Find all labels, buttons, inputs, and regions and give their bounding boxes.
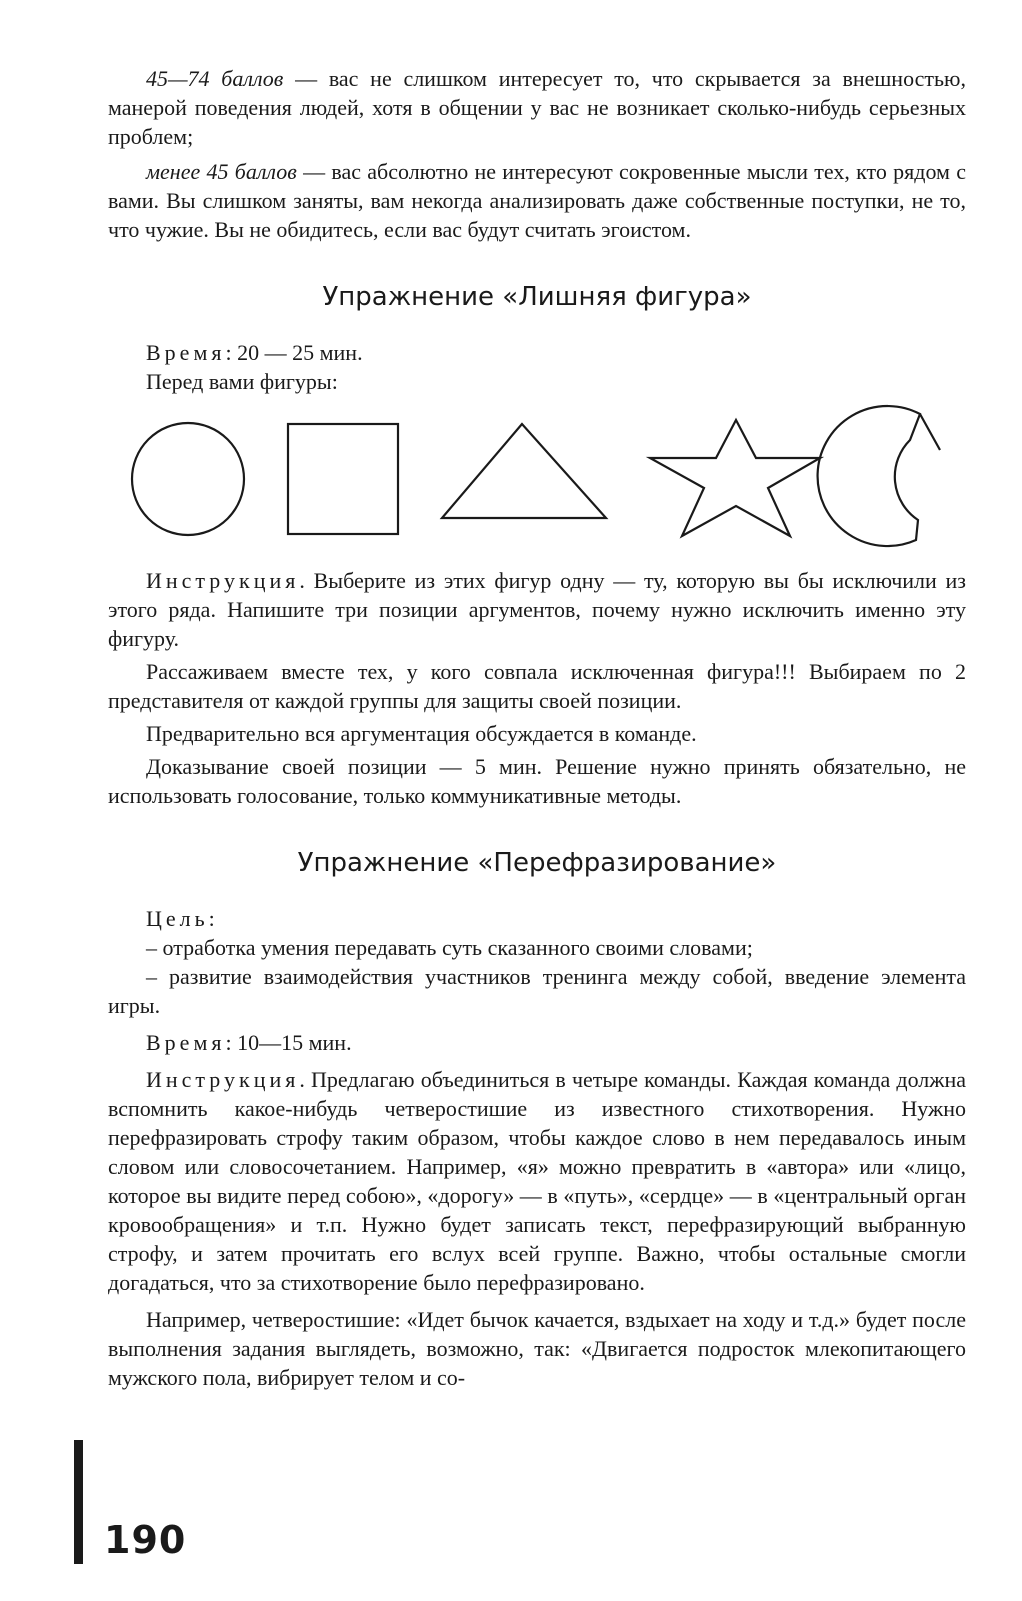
page-number: 190 [104,1518,187,1562]
score-paragraph-45-74 [108,64,966,151]
instruction-text: . Выберите из этих фигур одну — ту, которую вы бы исключили из этого ряда. Напишите три позиции аргументов, почему нужно исключить именно эту фигуру. [108,568,966,651]
instruction-label: Инструкция [146,1067,300,1092]
example-paragraph: Например, четверостишие: «Идет бычок качается, вздыхает на ходу и т.д.» будет после выполнения задания выглядеть, возможно, так: «Двигается подросток млекопитающего мужского пола, вибрирует телом и со- [108,1307,966,1390]
footer-bar [74,1440,83,1564]
time-value: : 10—15 мин. [225,1030,352,1055]
score-description: — вас абсолютно не интересуют сокровенные мысли тех, кто рядом с вами. Вы слишком заняты, вам некогда анализировать даже собственные поступки, не то, что чужие. Вы не обидитесь, если вас будут считать эгоистом. [108,159,966,242]
instruction-text: . Предлагаю объединиться в четыре команды. Каждая команда должна вспомнить какое-нибудь четверостишие из известного стихотворения. Нужно перефразировать строфу таким образом, чтобы каждое слово в нем передавалось иным словом или словосочетанием. Например, «я» можно превратить в «автора» или «лицо, которое вы видите перед собою», «дорогу» — в «путь», «сердце» — в «центральный орган кровообращения» и т.п. Нужно будет записать текст, перефразирующий выбранную строфу, и затем прочитать его вслух всей группе. Важно, чтобы остальные смогли догадаться, что за стихотворение было перефразировано. [108,1067,966,1295]
goal-item: – развитие взаимодействия участников тренинга между собой, введение элемента игры. [108,964,966,1018]
circle-icon [132,423,244,535]
score-paragraph-below-45 [108,157,966,244]
crescent-icon [818,406,940,546]
star-icon [650,420,820,536]
instruction-paragraph [108,566,966,653]
figures-intro: Перед вами фигуры: [146,369,338,394]
score-range-label: 45—74 баллов [146,66,284,91]
figures-row [108,404,966,554]
square-icon [288,424,398,534]
exercise-title-odd-figure: Упражнение «Лишняя фигура» [322,282,752,312]
time-value: : 20 — 25 мин. [225,340,363,365]
score-range-label: менее 45 баллов [146,159,297,184]
goal-colon: : [208,906,215,931]
triangle-icon [442,424,606,518]
goal-line [108,904,966,933]
discussion-paragraph: Предварительно вся аргументация обсуждается в команде. [146,721,697,746]
goal-item: – отработка умения передавать суть сказанного своими словами; [146,935,753,960]
instruction-label: Инструкция [146,568,300,593]
instruction-paragraph [108,1065,966,1297]
seating-paragraph: Рассаживаем вместе тех, у кого совпала исключенная фигура!!! Выбираем по 2 представителя от каждой группы для защиты своей позиции. [108,659,966,713]
time-label: Время [146,340,226,365]
page-content [108,64,966,1392]
score-description: — вас не слишком интересует то, что скрывается за внешностью, манерой поведения людей, хотя в общении у вас не возникает сколько-нибудь серьезных проблем; [108,66,966,149]
goal-label: Цель [146,906,209,931]
defense-paragraph: Доказывание своей позиции — 5 мин. Решение нужно принять обязательно, не использовать голосование, только коммуникативные методы. [108,754,966,808]
time-line [108,1028,966,1057]
exercise-title-paraphrase: Упражнение «Перефразирование» [297,848,777,878]
time-label: Время [146,1030,226,1055]
time-line [108,338,966,367]
